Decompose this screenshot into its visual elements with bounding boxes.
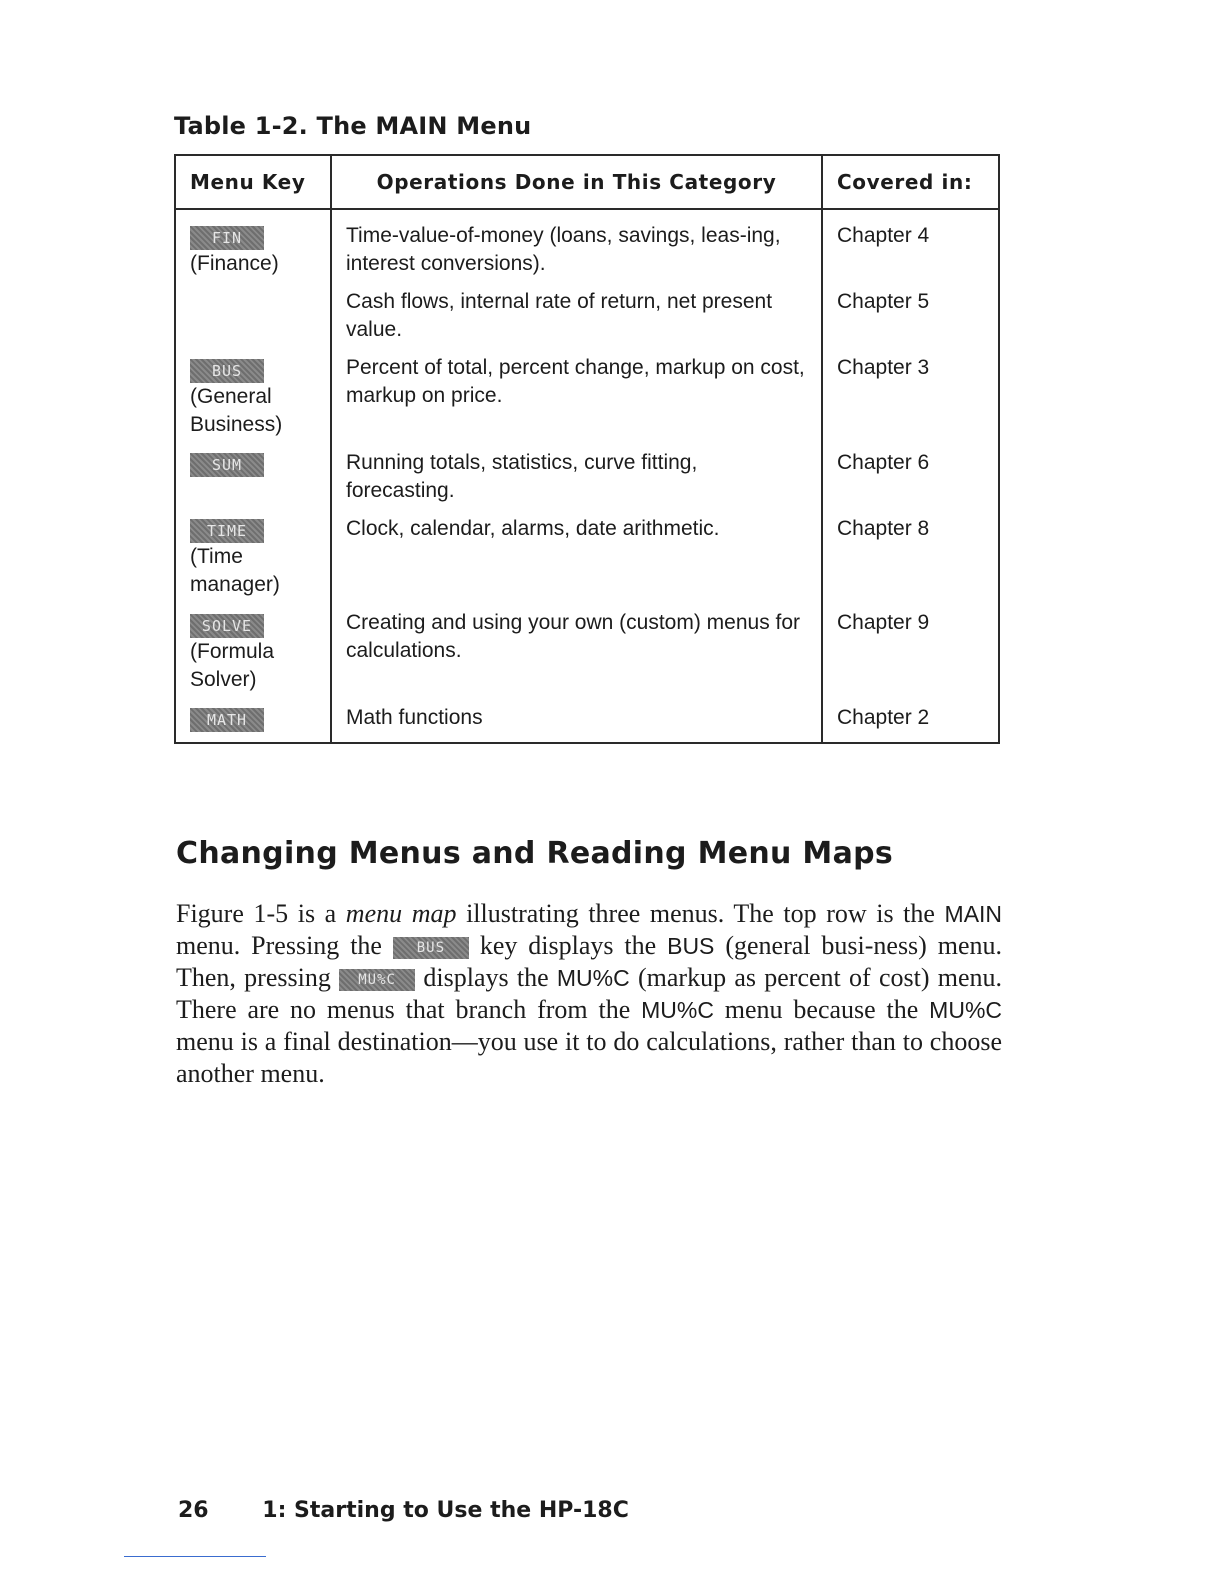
header-covered-in: Covered in: bbox=[822, 155, 999, 209]
operations-cell: Math functions bbox=[331, 694, 822, 743]
footer-rule bbox=[124, 1556, 266, 1557]
chapter-cell: Chapter 2 bbox=[822, 694, 999, 743]
menu-key-cell bbox=[175, 278, 331, 344]
menu-key-cell bbox=[175, 209, 331, 278]
table-row bbox=[175, 505, 999, 599]
bus-menu-key: BUS bbox=[190, 359, 264, 383]
menu-key-cell bbox=[175, 439, 331, 505]
table-header-row bbox=[175, 155, 999, 209]
menu-key-description: (Time manager) bbox=[190, 545, 280, 597]
operations-cell: Running totals, statistics, curve fitting, forecasting. bbox=[331, 439, 822, 505]
table-row bbox=[175, 439, 999, 505]
chapter-cell: Chapter 4 bbox=[822, 209, 999, 278]
header-menu-key: Menu Key bbox=[175, 155, 331, 209]
menu-key-cell bbox=[175, 599, 331, 693]
mu-c-inline-key: MU%C bbox=[339, 969, 415, 991]
page-footer bbox=[178, 1498, 629, 1523]
menu-key-description: (Finance) bbox=[190, 252, 279, 276]
fin-menu-key: FIN bbox=[190, 226, 264, 250]
main-menu-table bbox=[174, 154, 1000, 744]
menu-key-description: (Formula Solver) bbox=[190, 639, 275, 691]
table-row bbox=[175, 599, 999, 693]
chapter-cell: Chapter 3 bbox=[822, 344, 999, 438]
bus-inline-key: BUS bbox=[393, 937, 469, 959]
table-row bbox=[175, 209, 999, 278]
operations-cell: Cash flows, internal rate of return, net present value. bbox=[331, 278, 822, 344]
menu-key-cell bbox=[175, 344, 331, 438]
sum-menu-key: SUM bbox=[190, 453, 264, 477]
operations-cell: Creating and using your own (custom) menus for calculations. bbox=[331, 599, 822, 693]
operations-cell: Percent of total, percent change, markup on cost, markup on price. bbox=[331, 344, 822, 438]
page-number: 26 bbox=[178, 1498, 209, 1523]
table-row bbox=[175, 278, 999, 344]
math-menu-key: MATH bbox=[190, 708, 264, 732]
header-operations: Operations Done in This Category bbox=[331, 155, 822, 209]
menu-key-description: (General Business) bbox=[190, 384, 283, 436]
chapter-cell: Chapter 5 bbox=[822, 278, 999, 344]
table-row bbox=[175, 344, 999, 438]
table-caption: Table 1-2. The MAIN Menu bbox=[174, 112, 532, 140]
menu-key-cell bbox=[175, 694, 331, 743]
table-row bbox=[175, 694, 999, 743]
solve-menu-key: SOLVE bbox=[190, 614, 264, 638]
section-heading: Changing Menus and Reading Menu Maps bbox=[176, 836, 894, 871]
time-menu-key: TIME bbox=[190, 519, 264, 543]
chapter-title: 1: Starting to Use the HP-18C bbox=[262, 1498, 629, 1523]
chapter-cell: Chapter 9 bbox=[822, 599, 999, 693]
menu-map-term: menu map bbox=[345, 899, 457, 928]
chapter-cell: Chapter 6 bbox=[822, 439, 999, 505]
chapter-cell: Chapter 8 bbox=[822, 505, 999, 599]
operations-cell: Clock, calendar, alarms, date arithmetic. bbox=[331, 505, 822, 599]
menu-key-cell bbox=[175, 505, 331, 599]
operations-cell: Time-value-of-money (loans, savings, leas-ing, interest conversions). bbox=[331, 209, 822, 278]
body-paragraph: Figure 1-5 is a menu map illustrating three menus. The top row is the MAIN menu. Pressing the BUS key displays the BUS (general busi-ness) menu. Then, pressing MU%C displays the MU%C (markup as percent of cost) menu. There are no menus that branch from the MU%C menu because the MU%C menu is a final destination—you use it to do calculations, rather than to choose another menu. bbox=[176, 899, 1003, 1088]
